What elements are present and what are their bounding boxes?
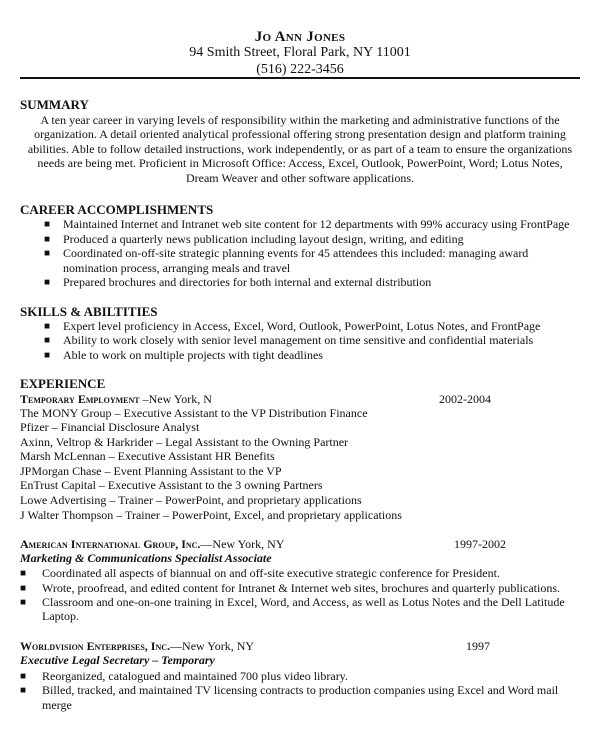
job-line: Marsh McLennan – Executive Assistant HR Benefits xyxy=(20,449,275,463)
job-title: Executive Legal Secretary – Temporary xyxy=(20,653,215,667)
job-location: –New York, N xyxy=(139,392,212,406)
bullet-icon: ■ xyxy=(20,597,27,608)
job-line: J Walter Thompson – Trainer – PowerPoint, Excel, and proprietary applications xyxy=(20,508,402,522)
candidate-name: Jo Ann Jones xyxy=(254,29,346,45)
job-line: EnTrust Capital – Executive Assistant to the 3 owning Partners xyxy=(20,478,323,492)
summary-heading: SUMMARY xyxy=(20,97,89,112)
bullet-icon: ■ xyxy=(44,234,51,245)
header-divider xyxy=(20,77,580,79)
skill-item: Able to work on multiple projects with tight deadlines xyxy=(63,348,323,362)
job-item: Coordinated all aspects of biannual on and off-site executive strategic conference for President. xyxy=(42,566,500,580)
accomplishment-item-continued: nomination process, arranging meals and travel xyxy=(63,261,291,275)
accomplishment-item: Maintained Internet and Intranet web site content for 12 departments with 99% accuracy using FrontPage xyxy=(63,217,570,231)
job-title: Marketing & Communications Specialist Associate xyxy=(20,551,272,565)
skill-item: Expert level proficiency in Access, Excel, Word, Outlook, PowerPoint, Lotus Notes, and FrontPage xyxy=(63,319,541,333)
job-company: American International Group, Inc. xyxy=(20,537,201,551)
bullet-icon: ■ xyxy=(44,321,51,332)
job-item-continued: merge xyxy=(42,698,72,712)
bullet-icon: ■ xyxy=(20,685,27,696)
job-line: JPMorgan Chase – Event Planning Assistant to the VP xyxy=(20,464,282,478)
job-line: The MONY Group – Executive Assistant to the VP Distribution Finance xyxy=(20,406,368,420)
bullet-icon: ■ xyxy=(20,583,27,594)
bullet-icon: ■ xyxy=(20,568,27,579)
bullet-icon: ■ xyxy=(44,277,51,288)
job-header xyxy=(20,538,284,550)
job-item: Classroom and one-on-one training in Excel, Word, and Access, as well as Lotus Notes and the Dell Latitude xyxy=(42,595,565,609)
skills-heading: SKILLS & ABILTITIES xyxy=(20,304,158,319)
summary-line: needs are being met. Proficient in Microsoft Office: Access, Excel, Outlook, PowerPoint, Word; Lotus Notes, xyxy=(37,156,563,170)
job-line: Pfizer – Financial Disclosure Analyst xyxy=(20,420,200,434)
job-item: Billed, tracked, and maintained TV licensing contracts to production companies using Excel and Word mail xyxy=(42,683,559,697)
job-company: Temporary Employment xyxy=(20,392,140,406)
experience-heading: EXPERIENCE xyxy=(20,376,106,391)
job-dates: 1997 xyxy=(466,639,490,653)
job-company: Worldvision Enterprises, Inc. xyxy=(20,639,171,653)
job-item: Reorganized, catalogued and maintained 700 plus video library. xyxy=(42,669,348,683)
bullet-icon: ■ xyxy=(20,671,27,682)
job-location: —New York, NY xyxy=(200,537,285,551)
bullet-icon: ■ xyxy=(44,335,51,346)
candidate-address: 94 Smith Street, Floral Park, NY 11001 xyxy=(189,45,411,60)
candidate-phone: (516) 222-3456 xyxy=(256,62,344,77)
summary-line: organization. A detail oriented analytical professional offering strong presentation design and platform training xyxy=(34,127,566,141)
summary-line: Dream Weaver and other software applications. xyxy=(185,171,415,185)
job-dates: 2002-2004 xyxy=(439,392,491,406)
accomplishment-item: Coordinated on-off-site strategic planning events for 45 attendees this included: managing award xyxy=(63,246,529,260)
job-header xyxy=(20,640,254,652)
job-line: Axinn, Veltrop & Harkrider – Legal Assistant to the Owning Partner xyxy=(20,435,349,449)
bullet-icon: ■ xyxy=(44,248,51,259)
accomplishment-item: Produced a quarterly news publication including layout design, writing, and editing xyxy=(63,232,464,246)
job-item: Wrote, proofread, and edited content for Intranet & Internet web sites, brochures and quarterly publications. xyxy=(42,581,560,595)
job-location: —New York, NY xyxy=(170,639,255,653)
skill-item: Ability to work closely with senior level management on time sensitive and confidential materials xyxy=(63,333,534,347)
summary-line: A ten year career in varying levels of responsibility within the marketing and administrative functions of the xyxy=(40,113,560,127)
job-item-continued: Laptop. xyxy=(42,609,79,623)
job-dates: 1997-2002 xyxy=(454,537,506,551)
job-line: Lowe Advertising – Trainer – PowerPoint, and proprietary applications xyxy=(20,493,362,507)
accomplishment-item: Prepared brochures and directories for both internal and external distribution xyxy=(63,275,432,289)
bullet-icon: ■ xyxy=(44,219,51,230)
job-header xyxy=(20,393,212,405)
bullet-icon: ■ xyxy=(44,350,51,361)
accomplishments-heading: CAREER ACCOMPLISHMENTS xyxy=(20,202,214,217)
summary-line: abilities. Able to follow detailed instructions, work independently, or as part of a team to ensure the organizations xyxy=(27,142,573,156)
